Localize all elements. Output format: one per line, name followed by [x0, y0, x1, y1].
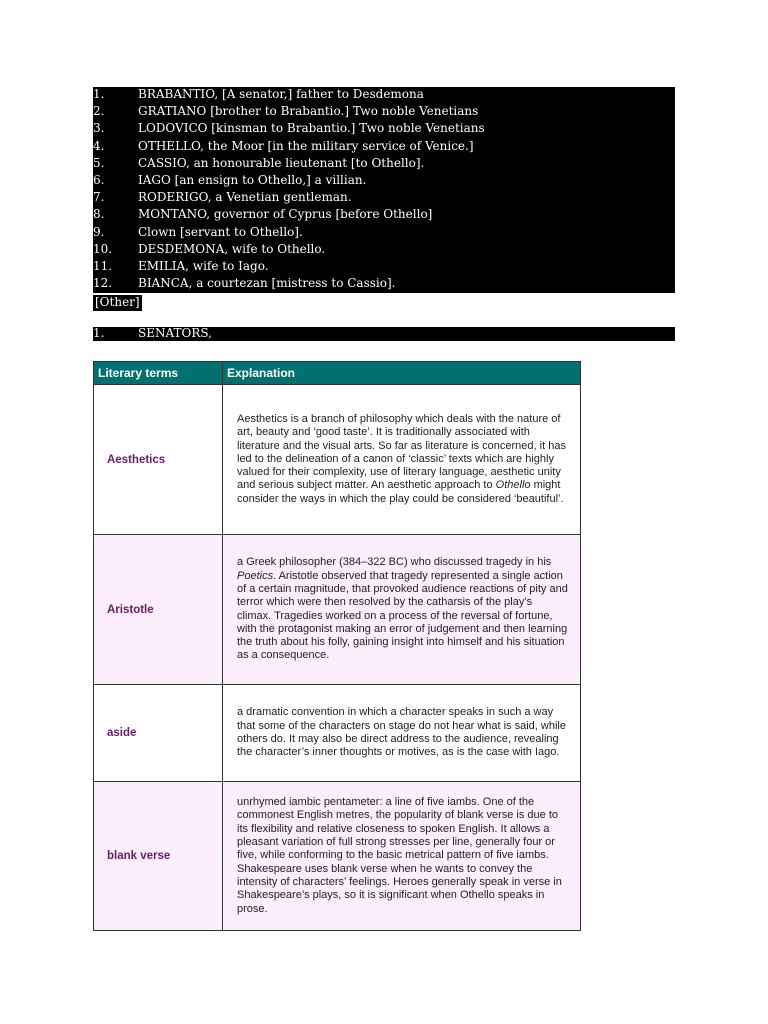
- table-row: [94, 685, 581, 782]
- table-row: [94, 385, 581, 535]
- explanation-cell: a dramatic convention in which a character speaks in such a way that some of the characters on stage do not hear what is said, while others do. It may also be direct address to the audience, revealing the character’s inner thoughts or motives, as is the case with Iago.: [223, 685, 581, 782]
- explanation-cell: a Greek philosopher (384–322 BC) who discussed tragedy in his Poetics. Aristotle observed that tragedy represented a single action of a certain magnitude, that provoked audience reactions of pity and terror which were then resolved by the catharsis of the play’s climax. Tragedies worked on a process of the reversal of fortune, with the protagonist making an error of judgement and then learning the truth about his folly, gaining insight into himself and his situation as a consequence.: [223, 535, 581, 685]
- explanation-cell: Aesthetics is a branch of philosophy which deals with the nature of art, beauty and ‘good taste’. It is traditionally associated with literature and the visual arts. So far as literature is concerned, it has led to the delineation of a canon of ‘classic’ texts which are highly valued for their complexity, use of literary language, aesthetic unity and serious subject matter. An aesthetic approach to Othello might consider the ways in which the play could be considered ‘beautiful’.: [223, 385, 581, 535]
- term-cell: blank verse: [94, 782, 223, 931]
- table-row: [94, 782, 581, 931]
- table-row: [94, 535, 581, 685]
- table-header-row: [94, 362, 581, 385]
- other-cast-item: 1. SENATORS,: [93, 327, 675, 341]
- other-section-label: [Other]: [95, 295, 140, 309]
- column-header-explanation: Explanation: [223, 362, 581, 385]
- term-cell: Aristotle: [94, 535, 223, 685]
- dramatis-personae-list: 1. BRABANTIO, [A senator,] father to Desdemona 2. GRATIANO [brother to Brabantio.] Two noble Venetians 3. LODOVICO [kinsman to Brabantio.] Two noble Venetians 4. OTHELLO, the Moor [in the military service of Venice.] 5. CASSIO, an honourable lieutenant [to Othello]. 6. IAGO [an ensign to Othello,] a villian. 7. RODERIGO, a Venetian gentleman. 8. MONTANO, governor of Cyprus [before Othello] 9. Clown [servant to Othello]. 10. DESDEMONA, wife to Othello. 11. EMILIA, wife to Iago. 12. BIANCA, a courtezan [mistress to Cassio].: [93, 87, 675, 293]
- term-cell: aside: [94, 685, 223, 782]
- literary-terms-table: [93, 361, 581, 931]
- term-cell: Aesthetics: [94, 385, 223, 535]
- column-header-terms: Literary terms: [94, 362, 223, 385]
- explanation-cell: unrhymed iambic pentameter: a line of five iambs. One of the commonest English metres, the popularity of blank verse is due to its flexibility and relative closeness to spoken English. It allows a pleasant variation of full strong stresses per line, generally four or five, while conforming to the basic metrical pattern of five iambs. Shakespeare uses blank verse when he wants to convey the intensity of characters’ feelings. Heroes generally speak in verse in Shakespeare’s plays, so it is significant when Othello speaks in prose.: [223, 782, 581, 931]
